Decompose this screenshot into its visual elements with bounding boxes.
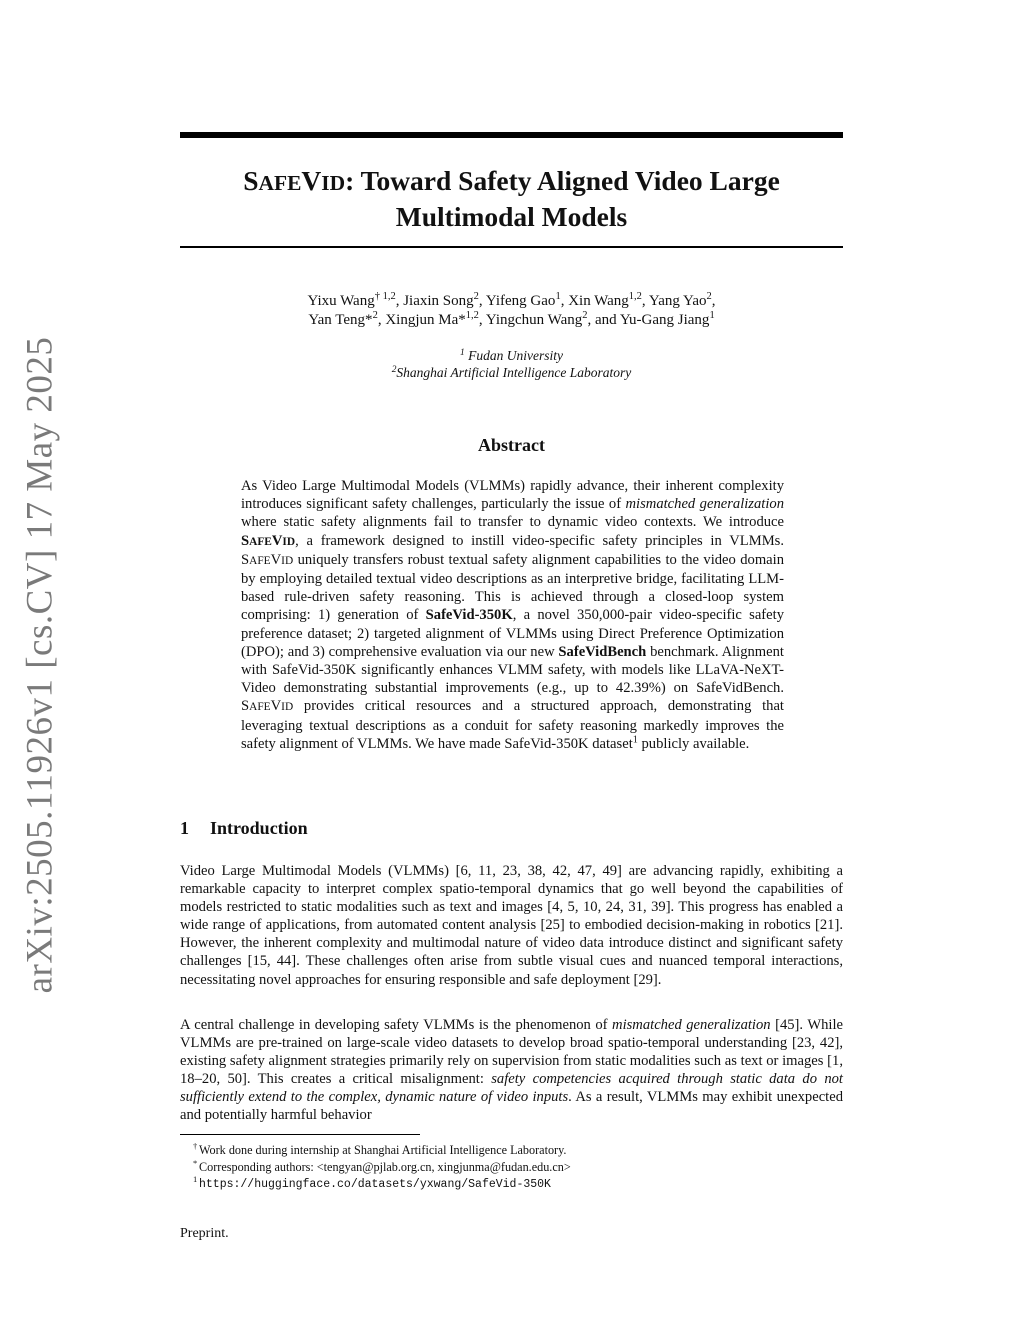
intro-paragraph-2: A central challenge in developing safety VLMMs is the phenomenon of mismatched generalization [45]. While VLMMs are pre-trained on large-scale video datasets to develop broad spatio-temporal understanding [23, 42], existing safety alignment strategies primarily rely on supervision from static modalities such as text or images [1, 18–20, 50]. This creates a critical misalignment: safety competencies acquired through static data do not sufficiently extend to the complex, dynamic nature of video inputs. As a result, VLMMs may exhibit unexpected and potentially harmful behavior — [180, 1017, 844, 1124]
author-line-1 — [180, 292, 843, 311]
footnotes — [193, 1141, 839, 1194]
author: Yixu Wang$^{\dagger 1,2}$, — [307, 291, 404, 309]
author: Yang Yao$^2$, — [648, 291, 716, 309]
author: Yingchun Wang$^2$, and — [485, 310, 620, 328]
author: Yu-Gang Jiang$^1$ — [619, 310, 715, 328]
affiliations — [180, 347, 843, 381]
intro-paragraph-1: Video Large Multimodal Models (VLMMs) [6, 11, 23, 38, 42, 47, 49] are advancing rapidly, exhibiting a remarkable capacity to interpret complex spatio-temporal dynamics that go well beyond the capabilities of models restricted to static modalities such as text and images [4, 5, 10, 24, 31, 39]. This progress has enabled a wide range of applications, from automated content analysis [25] to embodied decision-making in robotics [21]. However, the inherent complexity and multimodal nature of video data introduce distinct and significant safety challenges [15, 44]. These challenges often arise from subtle visual cues and nuanced temporal interactions, necessitating novel approaches for ensuring responsible and safe deployment [29]. — [180, 863, 843, 988]
section-heading-introduction: 1 Introduction — [180, 818, 308, 838]
paper-title — [180, 164, 843, 233]
title-method-name: SAFEVID — [243, 165, 346, 196]
author: Yifeng Gao$^1$, — [485, 291, 569, 309]
footnote: † Work done during internship at Shanghai Artificial Intelligence Laboratory. — [193, 1141, 567, 1157]
preprint-label: Preprint. — [180, 1226, 229, 1241]
affiliation: $^2$Shanghai Artificial Intelligence Laboratory — [391, 364, 632, 380]
author: Jiaxin Song$^2$, — [403, 291, 486, 309]
title-bottom-rule — [180, 246, 843, 248]
abstract-text: As Video Large Multimodal Models (VLMMs) rapidly advance, their inherent complexity introduces significant safety challenges, particularly the issue of mismatched generalization where static safety alignments fail to transfer to dynamic video contexts. We introduce SAFEVID, a framework designed to instill video-specific safety principles in VLMMs. SAFEVID uniquely transfers robust textual safety alignment capabilities to the video domain by employing detailed textual video descriptions as an interpretive bridge, facilitating LLM-based rule-driven safety reasoning. This is achieved through a closed-loop system comprising: 1) generation of SafeVid-350K, a novel 350,000-pair video-specific safety preference dataset; 2) targeted alignment of VLMMs using Direct Preference Optimization (DPO); and 3) comprehensive evaluation via our new SafeVidBench benchmark. Alignment with SafeVid-350K significantly enhances VLMM safety, with models like LLaVA-NeXT-Video demonstrating substantial improvements (e.g., up to 42.39%) on SafeVidBench. SAFEVID provides critical resources and a structured approach, demonstrating that leveraging textual descriptions as a conduit for safety reasoning markedly improves the safety alignment of VLMMs. We have made SafeVid-350K dataset$^1$ publicly available. — [241, 478, 784, 752]
author-line-2 — [180, 311, 843, 330]
title-line-1: SAFEVID: Toward Safety Aligned Video Large — [243, 165, 780, 196]
author-list — [180, 292, 843, 330]
title-top-rule — [180, 132, 843, 138]
footnote-ref: 1 — [632, 734, 638, 746]
footnote-rule — [180, 1134, 420, 1135]
author: Yan Teng*$^2$, — [308, 310, 386, 328]
footnote: * Corresponding authors: <tengyan@pjlab.org.cn, xingjunma@fudan.edu.cn> — [193, 1157, 571, 1174]
footnote-link[interactable]: 1 https://huggingface.co/datasets/yxwang/SafeVid-350K — [193, 1174, 551, 1191]
method-name: SAFEVID — [241, 551, 294, 568]
author: Xingjun Ma*$^{1,2}$, — [385, 310, 486, 328]
method-name: SAFEVID — [241, 532, 296, 549]
author: Xin Wang$^{1,2}$, — [568, 291, 649, 309]
method-name: SAFEVID — [241, 698, 294, 715]
affiliation: $^1$ Fudan University — [460, 347, 563, 363]
abstract-heading: Abstract — [478, 435, 545, 455]
arxiv-identifier: arXiv:2505.11926v1 [cs.CV] 17 May 2025 — [19, 336, 61, 994]
title-line-2: Multimodal Models — [395, 201, 628, 232]
